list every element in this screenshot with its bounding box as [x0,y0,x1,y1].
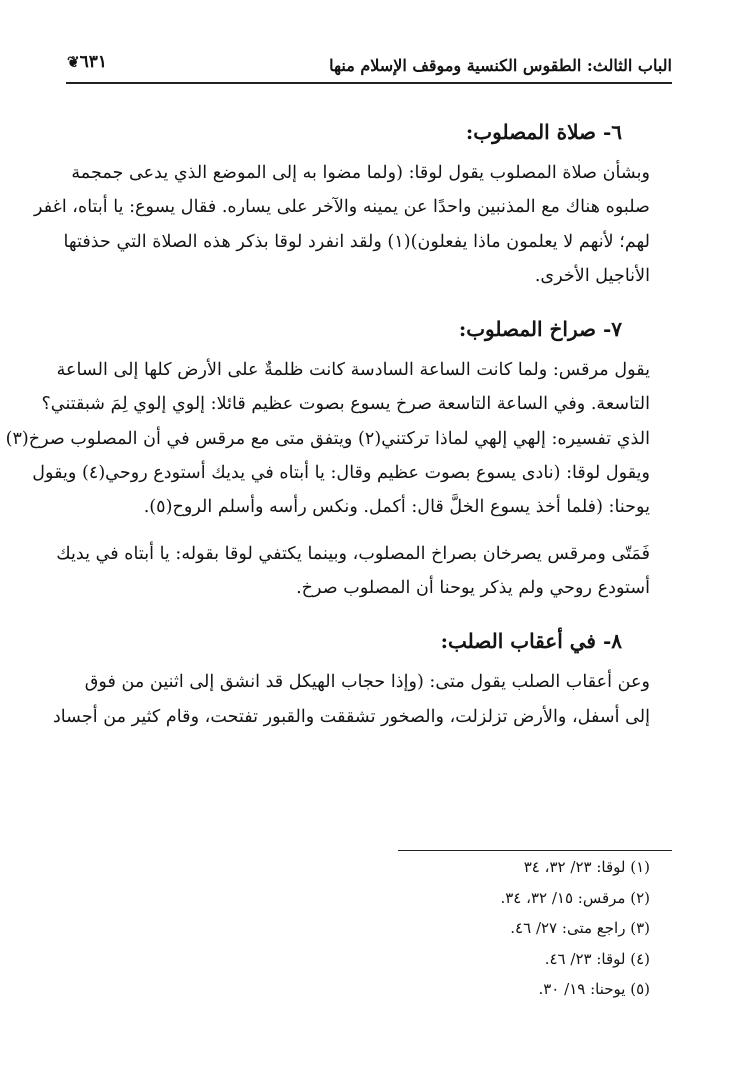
section-heading: ٦- صلاة المصلوب: [465,120,622,144]
footnote: (٣) راجع متى: ٢٧/ ٤٦. [510,919,650,937]
footnote: (٢) مرقس: ١٥/ ٣٢، ٣٤. [500,888,650,907]
text-line: يقول مرقس: ولما كانت الساعة السادسة كانت ظلمةٌ على الأرض كلها إلى الساعة [56,360,650,381]
text-line: فَمَتّى ومرقس يصرخان بصراخ المصلوب، وبينما يكتفي لوقا بقوله: يا أبتاه في يديك [56,543,650,564]
text-line: الذي تفسيره: إلهي إلهي لماذا تركتني(٢) ويتفق متى مع مرقس في أن المصلوب صرخ(٣) [5,428,650,449]
section-heading: ٧- صراخ المصلوب: [458,317,622,342]
page-number: ٦٣١ [79,52,107,72]
text-line: إلى أسفل، والأرض تزلزلت، والصخور تشققت والقبور تفتحت، وقام كثير من أجساد [52,706,650,727]
text-line: التاسعة. وفي الساعة التاسعة صرخ يسوع بصوت عظيم قائلا: إلوي إلوي لِمَ شبقتني؟ [41,394,650,415]
text-line: صلبوه هناك مع المذنبين واحدًا عن يمينه والآخر على يساره. فقال يسوع: يا أبتاه، اغفر [34,197,650,218]
page-number-block [66,52,107,72]
section-heading: ٨- في أعقاب الصلب: [440,629,622,654]
header-rule [66,82,672,84]
page-body [5,108,672,746]
paragraph [34,156,672,293]
text-line: وعن أعقاب الصلب يقول متى: (وإذا حجاب الهيكل قد انشق إلى اثنين من فوق [84,672,650,693]
footnote: (١) لوقا: ٢٣/ ٣٢، ٣٤ [523,858,650,876]
paragraph [5,353,672,524]
text-line: لهم؛ لأنهم لا يعلمون ماذا يفعلون)(١) ولقد انفرد لوقا بذكر هذه الصلاة التي حذفتها [63,231,650,252]
text-line: الأناجيل الأخرى. [534,265,650,286]
text-line: وبشأن صلاة المصلوب يقول لوقا: (ولما مضوا به إلى الموضع الذي يدعى جمجمة [71,163,650,183]
footnotes [364,852,664,1005]
text-line: ويقول لوقا: (نادى يسوع بصوت عظيم وقال: يا أبتاه في يديك أستودع روحي(٤) ويقول [32,463,650,484]
footnote: (٤) لوقا: ٢٣/ ٤٦. [544,949,650,968]
ornament-icon: ❦ [67,53,80,71]
footnote: (٥) يوحنا: ١٩/ ٣٠. [538,980,650,998]
page-header [66,40,672,84]
footnote-rule [398,850,672,851]
paragraph [52,665,672,734]
text-line: يوحنا: (فلما أخذ يسوع الخلَّ قال: أكمل. ونكس رأسه وأسلم الروح(٥). [143,497,650,518]
running-title: الباب الثالث: الطقوس الكنسية وموقف الإسلام منها [329,56,672,75]
text-line: أستودع روحي ولم يذكر يوحنا أن المصلوب صرخ. [296,577,650,598]
paragraph [56,537,672,606]
